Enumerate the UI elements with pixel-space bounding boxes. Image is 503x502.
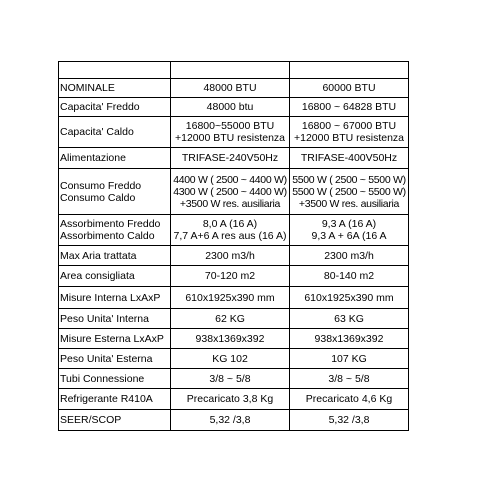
table-row bbox=[59, 349, 409, 369]
cell-text: SEER/SCOP bbox=[60, 414, 122, 426]
cell-text: Capacita' Freddo bbox=[60, 101, 140, 113]
value-60000-cell bbox=[290, 148, 409, 169]
row-label-cell bbox=[59, 309, 171, 329]
row-label-cell bbox=[59, 410, 171, 431]
value-60000-cell bbox=[290, 169, 409, 215]
cell-text: 5,32 /3,8 bbox=[328, 414, 370, 426]
value-60000-cell bbox=[290, 98, 409, 117]
cell-text: 7,7 A+6 A res aus (16 A) bbox=[173, 230, 287, 242]
cell-text: KG 102 bbox=[212, 352, 248, 365]
cell-text: Consumo Freddo bbox=[60, 179, 142, 192]
table-row bbox=[59, 309, 409, 329]
table-row bbox=[59, 169, 409, 215]
row-label-cell bbox=[59, 287, 171, 309]
cell-text: Assorbimento Caldo bbox=[60, 230, 155, 242]
value-48000-cell bbox=[171, 287, 290, 309]
cell-text: 3/8 ~ 5/8 bbox=[209, 372, 251, 385]
table-row bbox=[59, 266, 409, 287]
row-label-cell bbox=[59, 389, 171, 410]
row-label-cell bbox=[59, 246, 171, 266]
value-60000-cell bbox=[290, 246, 409, 266]
header-cell bbox=[290, 62, 409, 79]
cell-text: 2300 m3/h bbox=[324, 249, 374, 262]
cell-text: Peso Unita' Interna bbox=[60, 312, 149, 325]
cell-text: 4400 W ( 2500 ~ 4400 W) bbox=[173, 173, 287, 186]
cell-text: TRIFASE-400V50Hz bbox=[300, 152, 398, 164]
header-cell bbox=[171, 62, 290, 79]
row-label-cell bbox=[59, 117, 171, 148]
table-row bbox=[59, 215, 409, 246]
cell-text: +12000 BTU resistenza bbox=[174, 132, 286, 144]
value-48000-cell bbox=[171, 410, 290, 431]
table-row bbox=[59, 148, 409, 169]
table-header-row bbox=[59, 62, 409, 79]
cell-text: 610x1925x390 mm bbox=[304, 291, 394, 304]
cell-text: 70-120 m2 bbox=[204, 270, 256, 282]
cell-text: Consumo Caldo bbox=[60, 191, 136, 204]
value-48000-cell bbox=[171, 329, 290, 349]
cell-text: Assorbimento Freddo bbox=[60, 218, 161, 230]
cell-text: 80-140 m2 bbox=[323, 270, 375, 282]
cell-text: 938x1369x392 bbox=[314, 332, 384, 345]
cell-text: 3/8 ~ 5/8 bbox=[328, 372, 370, 385]
cell-text: 5500 W ( 2500 ~ 5500 W) bbox=[292, 173, 406, 186]
cell-text: Refrigerante R410A bbox=[60, 393, 153, 405]
cell-text: 63 KG bbox=[334, 312, 364, 325]
cell-text: Precaricato 3,8 Kg bbox=[186, 393, 274, 405]
cell-text: Area consigliata bbox=[60, 270, 135, 282]
table-row bbox=[59, 389, 409, 410]
cell-text: 62 KG bbox=[215, 312, 245, 325]
cell-text: 16800~55000 BTU bbox=[185, 120, 275, 132]
value-60000-cell bbox=[290, 287, 409, 309]
value-48000-cell bbox=[171, 169, 290, 215]
cell-text: NOMINALE bbox=[60, 82, 115, 94]
cell-text: 107 KG bbox=[331, 352, 367, 365]
cell-text: Peso Unita' Esterna bbox=[60, 352, 153, 365]
table-row bbox=[59, 246, 409, 266]
table-row bbox=[59, 79, 409, 98]
cell-text: Tubi Connessione bbox=[60, 372, 145, 385]
value-60000-cell bbox=[290, 410, 409, 431]
cell-text: Precaricato 4,6 Kg bbox=[305, 393, 393, 405]
value-48000-cell bbox=[171, 266, 290, 287]
value-48000-cell bbox=[171, 79, 290, 98]
table-row bbox=[59, 117, 409, 148]
value-60000-cell bbox=[290, 79, 409, 98]
value-48000-cell bbox=[171, 309, 290, 329]
cell-text: 48000 btu bbox=[206, 101, 254, 113]
cell-text: Capacita' Caldo bbox=[60, 126, 134, 138]
value-60000-cell bbox=[290, 309, 409, 329]
value-48000-cell bbox=[171, 246, 290, 266]
table-row bbox=[59, 369, 409, 389]
cell-text: 9,3 A + 6A (16 A bbox=[311, 230, 387, 242]
value-48000-cell bbox=[171, 389, 290, 410]
cell-text: 16800 ~ 64828 BTU bbox=[301, 101, 397, 113]
spec-table bbox=[58, 61, 409, 431]
row-label-cell bbox=[59, 79, 171, 98]
row-label-cell bbox=[59, 98, 171, 117]
value-60000-cell bbox=[290, 329, 409, 349]
cell-text: 60000 BTU bbox=[322, 82, 376, 94]
header-cell bbox=[59, 62, 171, 79]
cell-text: 4300 W ( 2500 ~ 4400 W) bbox=[173, 185, 287, 198]
spec-table-body bbox=[59, 62, 409, 431]
row-label-cell bbox=[59, 169, 171, 215]
value-48000-cell bbox=[171, 369, 290, 389]
row-label-cell bbox=[59, 215, 171, 246]
cell-text: 16800 ~ 67000 BTU bbox=[301, 120, 397, 132]
cell-text: +3500 W res. ausiliaria bbox=[179, 197, 281, 210]
table-row bbox=[59, 287, 409, 309]
value-48000-cell bbox=[171, 215, 290, 246]
value-48000-cell bbox=[171, 148, 290, 169]
value-48000-cell bbox=[171, 349, 290, 369]
value-60000-cell bbox=[290, 215, 409, 246]
row-label-cell bbox=[59, 349, 171, 369]
cell-text: TRIFASE-240V50Hz bbox=[181, 152, 279, 164]
cell-text: 5500 W ( 2500 ~ 5500 W) bbox=[292, 185, 406, 198]
value-60000-cell bbox=[290, 266, 409, 287]
value-60000-cell bbox=[290, 117, 409, 148]
cell-text: Alimentazione bbox=[60, 152, 126, 164]
row-label-cell bbox=[59, 329, 171, 349]
table-row bbox=[59, 410, 409, 431]
cell-text: +12000 BTU resistenza bbox=[293, 132, 405, 144]
value-48000-cell bbox=[171, 117, 290, 148]
row-label-cell bbox=[59, 369, 171, 389]
cell-text: 48000 BTU bbox=[203, 82, 257, 94]
cell-text: Misure Interna LxAxP bbox=[60, 291, 161, 304]
cell-text: 938x1369x392 bbox=[195, 332, 265, 345]
cell-text: 9,3 A (16 A) bbox=[321, 218, 377, 230]
value-60000-cell bbox=[290, 389, 409, 410]
cell-text: Max Aria trattata bbox=[60, 249, 137, 262]
cell-text: +3500 W res. ausiliaria bbox=[298, 197, 400, 210]
value-48000-cell bbox=[171, 98, 290, 117]
cell-text: 2300 m3/h bbox=[205, 249, 255, 262]
value-60000-cell bbox=[290, 369, 409, 389]
cell-text: 8,0 A (16 A) bbox=[202, 218, 258, 230]
table-row bbox=[59, 98, 409, 117]
table-row bbox=[59, 329, 409, 349]
cell-text: 610x1925x390 mm bbox=[185, 291, 275, 304]
value-60000-cell bbox=[290, 349, 409, 369]
row-label-cell bbox=[59, 148, 171, 169]
cell-text: Misure Esterna LxAxP bbox=[60, 332, 164, 345]
row-label-cell bbox=[59, 266, 171, 287]
cell-text: 5,32 /3,8 bbox=[209, 414, 251, 426]
